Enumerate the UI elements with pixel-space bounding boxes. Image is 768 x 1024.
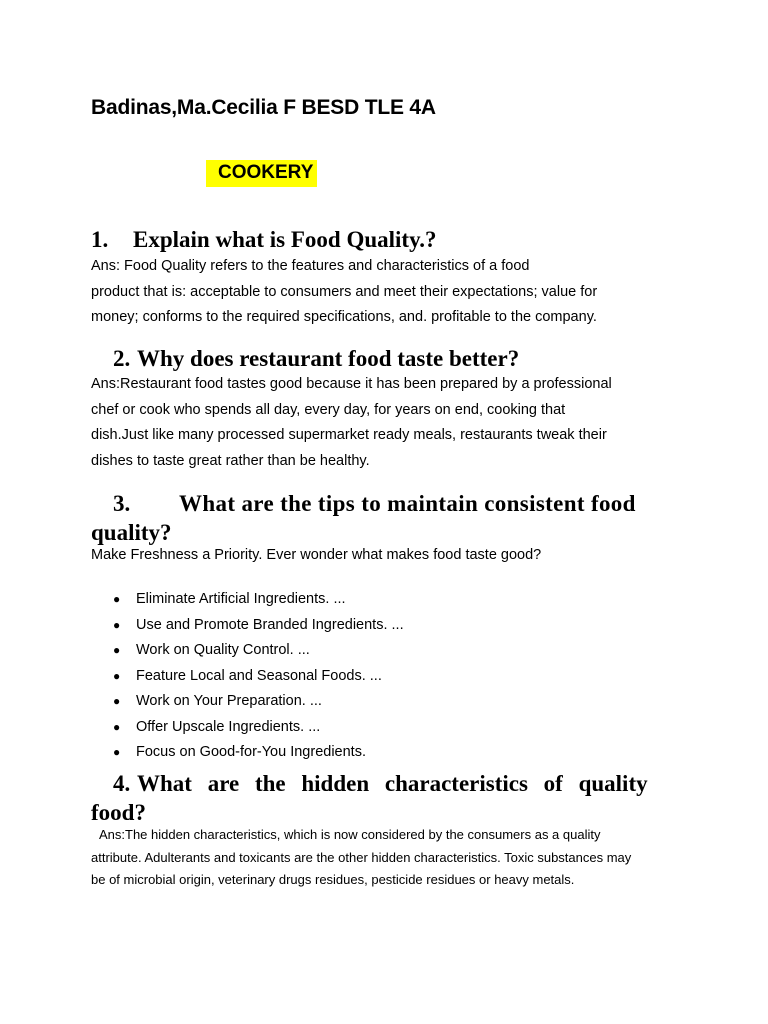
answer-4-line-2: attribute. Adulterants and toxicants are the other hidden characteristics. Toxic substances may — [91, 849, 632, 865]
question-4-number: 4. — [113, 771, 131, 796]
question-2-number: 2. — [113, 346, 131, 371]
question-4-text-line-1: What are the hidden characteristics of quality — [137, 771, 648, 796]
bullet-icon: ● — [113, 668, 121, 683]
question-2-text: Why does restaurant food taste better? — [137, 346, 520, 371]
tip-text: Work on Your Preparation. ... — [136, 693, 322, 709]
list-item — [113, 587, 404, 613]
answer-2-line-4: dishes to taste great rather than be healthy. — [91, 452, 370, 469]
question-3-text-line-2: quality? — [91, 520, 172, 545]
answer-2-line-2: chef or cook who spends all day, every day, for years on end, cooking that — [91, 401, 566, 418]
list-item — [113, 715, 404, 741]
question-1-number: 1. — [91, 227, 109, 252]
bullet-icon: ● — [113, 643, 121, 657]
author-line: Badinas,Ma.Cecilia F BESD TLE 4A — [91, 96, 436, 119]
tip-text: Use and Promote Branded Ingredients. ... — [136, 616, 404, 633]
bullet-icon: ● — [113, 694, 121, 708]
subject-title: COOKERY — [206, 160, 317, 187]
list-item — [113, 638, 404, 664]
tip-text: Offer Upscale Ingredients. ... — [136, 718, 321, 735]
bullet-icon: ● — [113, 745, 121, 759]
question-4-answer — [91, 824, 631, 892]
tip-text: Eliminate Artificial Ingredients. ... — [136, 591, 346, 607]
question-4-text-line-2: food? — [91, 800, 146, 825]
question-3-heading — [113, 490, 678, 517]
bullet-icon: ● — [113, 719, 121, 734]
answer-1-line-1: Ans: Food Quality refers to the features and characteristics of a food — [91, 258, 530, 274]
tip-text: Work on Quality Control. ... — [136, 642, 310, 658]
question-1-text: Explain what is Food Quality.? — [133, 227, 437, 252]
answer-2-line-3: dish.Just like many processed supermarket ready meals, restaurants tweak their — [91, 427, 607, 443]
list-item — [113, 740, 404, 766]
answer-1-line-2: product that is: acceptable to consumers and meet their expectations; value for — [91, 283, 598, 300]
list-item — [113, 689, 404, 715]
tip-text: Feature Local and Seasonal Foods. ... — [136, 667, 382, 684]
question-3-text-line-1: What are the tips to maintain consistent food — [179, 491, 636, 516]
bullet-icon: ● — [113, 617, 121, 632]
question-1-answer — [91, 254, 597, 331]
tips-list — [113, 587, 404, 766]
question-3-intro: Make Freshness a Priority. Ever wonder what makes food taste good? — [91, 547, 542, 563]
answer-4-line-1: Ans:The hidden characteristics, which is now considered by the consumers as a quality — [99, 827, 601, 842]
question-2-heading — [113, 345, 519, 372]
list-item — [113, 613, 404, 639]
bullet-icon: ● — [113, 592, 121, 606]
question-4-heading — [113, 770, 678, 797]
answer-1-line-3: money; conforms to the required specifications, and. profitable to the company. — [91, 309, 597, 325]
tip-text: Focus on Good-for-You Ingredients. — [136, 744, 366, 760]
answer-4-line-3: be of microbial origin, veterinary drugs residues, pesticide residues or heavy metals. — [91, 872, 575, 887]
question-2-answer — [91, 372, 612, 474]
question-1-heading — [91, 226, 437, 253]
question-3-number: 3. — [113, 491, 131, 516]
list-item — [113, 664, 404, 690]
answer-2-line-1: Ans:Restaurant food tastes good because it has been prepared by a professional — [91, 376, 612, 392]
